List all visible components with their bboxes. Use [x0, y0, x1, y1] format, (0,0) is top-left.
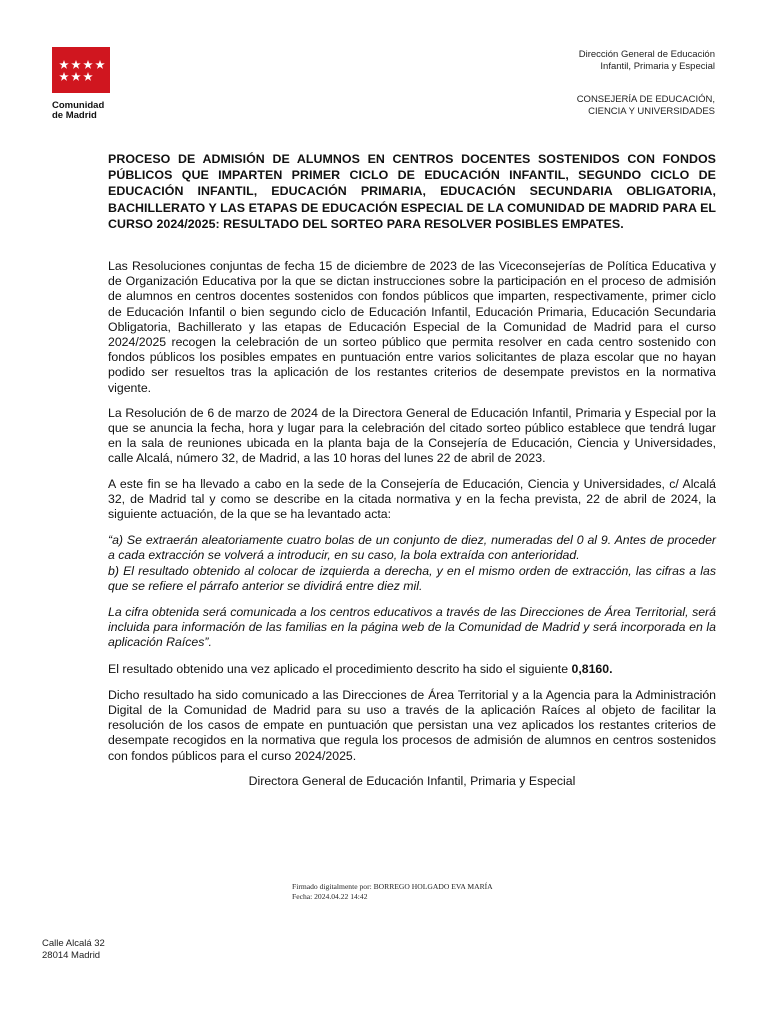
quote-step-b: b) El resultado obtenido al colocar de izquierda a derecha, y en el mismo orden de extracción, las cifras a las que se refiere el párrafo anterior se dividirá entre diez mil. [108, 563, 716, 593]
signature-date: Fecha: 2024.04.22 14:42 [292, 891, 368, 901]
directorate-header [579, 49, 715, 72]
footer-line-2: 28014 Madrid [42, 949, 101, 961]
ministry-line-1: CONSEJERÍA DE EDUCACIÓN, [576, 94, 715, 105]
signature-signed-by: Firmado digitalmente por: BORREGO HOLGADO EVA MARÍA [292, 882, 493, 891]
logo-line-1: Comunidad [52, 100, 105, 111]
paragraph-communicated: Dicho resultado ha sido comunicado a las Direcciones de Área Territorial y a la Agencia para la Administración Digital de la Comunidad de Madrid para su uso a través de la aplicación Raíces al objeto de facilitar la resolución de los casos de empate en puntuación que persistan una vez aplicados los restantes criterios de desempate recogidos en la normativa que regula los procesos de admisión de alumnos en centros sostenidos con fondos públicos para el curso 2024/2025. [108, 687, 716, 763]
document-title: PROCESO DE ADMISIÓN DE ALUMNOS EN CENTROS DOCENTES SOSTENIDOS CON FONDOS PÚBLICOS QUE IMPARTEN PRIMER CICLO DE EDUCACIÓN INFANTIL, SEGUNDO CICLO DE EDUCACIÓN INFANTIL, EDUCACIÓN PRIMARIA, EDUCACIÓN SECUNDARIA OBLIGATORIA, BACHILLERATO Y LAS ETAPAS DE EDUCACIÓN ESPECIAL DE LA COMUNIDAD DE MADRID PARA EL CURSO 2024/2025: RESULTADO DEL SORTEO PARA RESOLVER POSIBLES EMPATES. [108, 152, 716, 231]
paragraph-resoluciones: Las Resoluciones conjuntas de fecha 15 de diciembre de 2023 de las Viceconsejerías de Política Educativa y de Organización Educativa por la que se dictan instrucciones sobre la participación en el proceso de admisión de alumnos en centros docentes sostenidos con fondos públicos que imparten, respectivamente, primer ciclo de Educación Infantil o bien segundo ciclo de Educación Infantil, Educación Primaria, Educación Secundaria Obligatoria, Bachillerato y las etapas de Educación Especial de la Comunidad de Madrid para el curso 2024/2025 recogen la celebración de un sorteo público que permita resolver en cada centro sostenido con fondos públicos los posibles empates en puntuación entre varios solicitantes de plaza escolar que no hayan podido ser resueltos tras la aplicación de los restantes criterios de desempate previstos en la normativa vigente. [108, 259, 716, 395]
quote-communication: La cifra obtenida será comunicada a los centros educativos a través de las Direcciones de Área Territorial, será incluida para información de las familias en la página web de la Comunidad de Madrid y será incorporada en la aplicación Raíces”. [108, 605, 716, 650]
ministry-line-2: CIENCIA Y UNIVERSIDADES [588, 105, 715, 117]
ministry-header [577, 94, 715, 117]
signatory-title: Directora General de Educación Infantil, Primaria y Especial [248, 773, 576, 788]
madrid-flag-icon [52, 47, 110, 93]
paragraph-result [108, 662, 716, 677]
result-value: 0,8160. [571, 661, 613, 676]
logo-line-2: de Madrid [52, 110, 97, 121]
stars-icon [52, 47, 110, 93]
digital-signature-stamp [292, 882, 493, 901]
paragraph-resolucion-marzo: La Resolución de 6 de marzo de 2024 de la Directora General de Educación Infantil, Primaria y Especial por la que se anuncia la fecha, hora y lugar para la celebración del citado sorteo público establece que tendrá lugar en la sala de reuniones ubicada en la planta baja de la Consejería de Educación, Ciencia y Universidades, calle Alcalá, número 32, de Madrid, a las 10 horas del lunes 22 de abril de 2023. [108, 405, 716, 466]
comunidad-de-madrid-logo [52, 47, 114, 121]
logo-text [52, 101, 114, 121]
footer-line-1: Calle Alcalá 32 [42, 938, 105, 949]
result-text: El resultado obtenido una vez aplicado el procedimiento descrito ha sido el siguiente [108, 661, 572, 676]
directorate-line-1: Dirección General de Educación [578, 49, 715, 60]
quote-step-a: “a) Se extraerán aleatoriamente cuatro bolas de un conjunto de diez, numeradas del 0 al 9. Antes de proceder a cada extracción se volverá a introducir, en su caso, la bola extraída con anterioridad. [108, 533, 716, 563]
paragraph-actuacion: A este fin se ha llevado a cabo en la sede de la Consejería de Educación, Ciencia y Universidades, c/ Alcalá 32, de Madrid tal y como se describe en la citada normativa y en la fecha prevista, 22 de abril de 2024, la siguiente actuación, de la que se ha levantado acta: [108, 476, 716, 522]
footer-address [42, 938, 105, 961]
document-body [108, 259, 716, 789]
directorate-line-2: Infantil, Primaria y Especial [600, 60, 715, 72]
